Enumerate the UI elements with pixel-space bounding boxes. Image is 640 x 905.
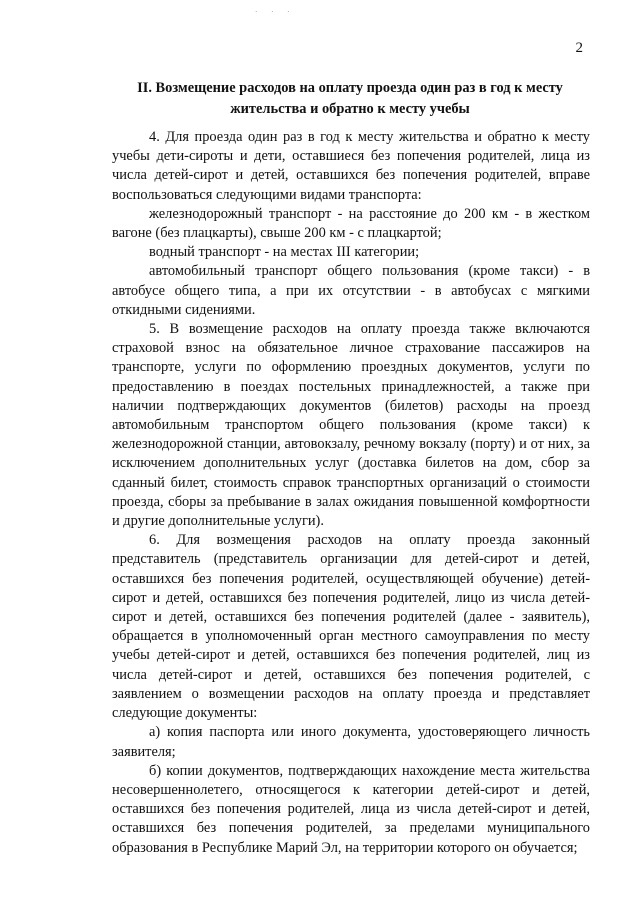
section-title: II. Возмещение расходов на оплату проезда один раз в год к месту жительства и обратно к месту учебы xyxy=(137,80,563,117)
paragraph-6a: а) копия паспорта или иного документа, удостоверяющего личность заявителя; xyxy=(112,724,590,760)
paragraph-water-transport: водный транспорт - на местах III категории; xyxy=(149,244,420,261)
paragraph-6b: б) копии документов, подтверждающих нахождение места жительства несовершеннолетего, относящегося к категории детей-сирот и детей, оставшихся без попечения родителей, лица из числа детей-сирот и детей, оставшихся без попечения родителей, за пределами муниципального образования в Республике Марий Эл, на территории которого он обучается; xyxy=(112,762,590,856)
paragraph-5: 5. В возмещение расходов на оплату проезда также включаются страховой взнос на обязательное личное страхование пассажиров на транспорте, услуги по оформлению проездных документов, услуги по предоставлению в поездах постельных принадлежностей, а также при наличии подтверждающих документов (билетов) расходы на проезд автомобильным транспортом общего пользования (кроме такси) к железнодорожной станции, автовокзалу, речному вокзалу (порту) и от них, за исключением дополнительных услуг (доставка билетов на дом, сбор за сданный билет, стоимость справок транспортных организаций о стоимости проезда, сборы за пребывание в залах ожидания повышенной комфортности и другие дополнительные услуги). xyxy=(112,321,590,530)
scan-marks: · · · xyxy=(255,8,296,16)
paragraph-road-transport: автомобильный транспорт общего пользования (кроме такси) - в автобусе общего типа, а при их отсутствии - в автобусах с мягкими откидными сидениями. xyxy=(112,263,590,318)
page-number: 2 xyxy=(575,40,583,56)
paragraph-4: 4. Для проезда один раз в год к месту жительства и обратно к месту учебы дети-сироты и дети, оставшиеся без попечения родителей, лица из числа детей-сирот и детей, оставшихся без попечения родителей, вправе воспользоваться следующими видами транспорта: xyxy=(112,129,590,203)
paragraph-6: 6. Для возмещения расходов на оплату проезда законный представитель (представитель организации для детей-сирот и детей, оставшихся без попечения родителей, осуществляющей обучение) детей-сирот и детей, оставшихся без попечения родителей, лицо из числа детей-сирот и детей, оставшихся без попечения родителей (далее - заявитель), обращается в уполномоченный орган местного самоуправления по месту учебы детей-сирот и детей, оставшихся без попечения родителей, лиц из числа детей-сирот и детей, оставшихся без попечения родителей, с заявлением о возмещении расходов на оплату проезда и представляет следующие документы: xyxy=(112,532,590,722)
document-body xyxy=(112,128,590,858)
paragraph-rail-transport: железнодорожный транспорт - на расстояние до 200 км - в жестком вагоне (без плацкарты), свыше 200 км - с плацкартой; xyxy=(112,205,590,242)
